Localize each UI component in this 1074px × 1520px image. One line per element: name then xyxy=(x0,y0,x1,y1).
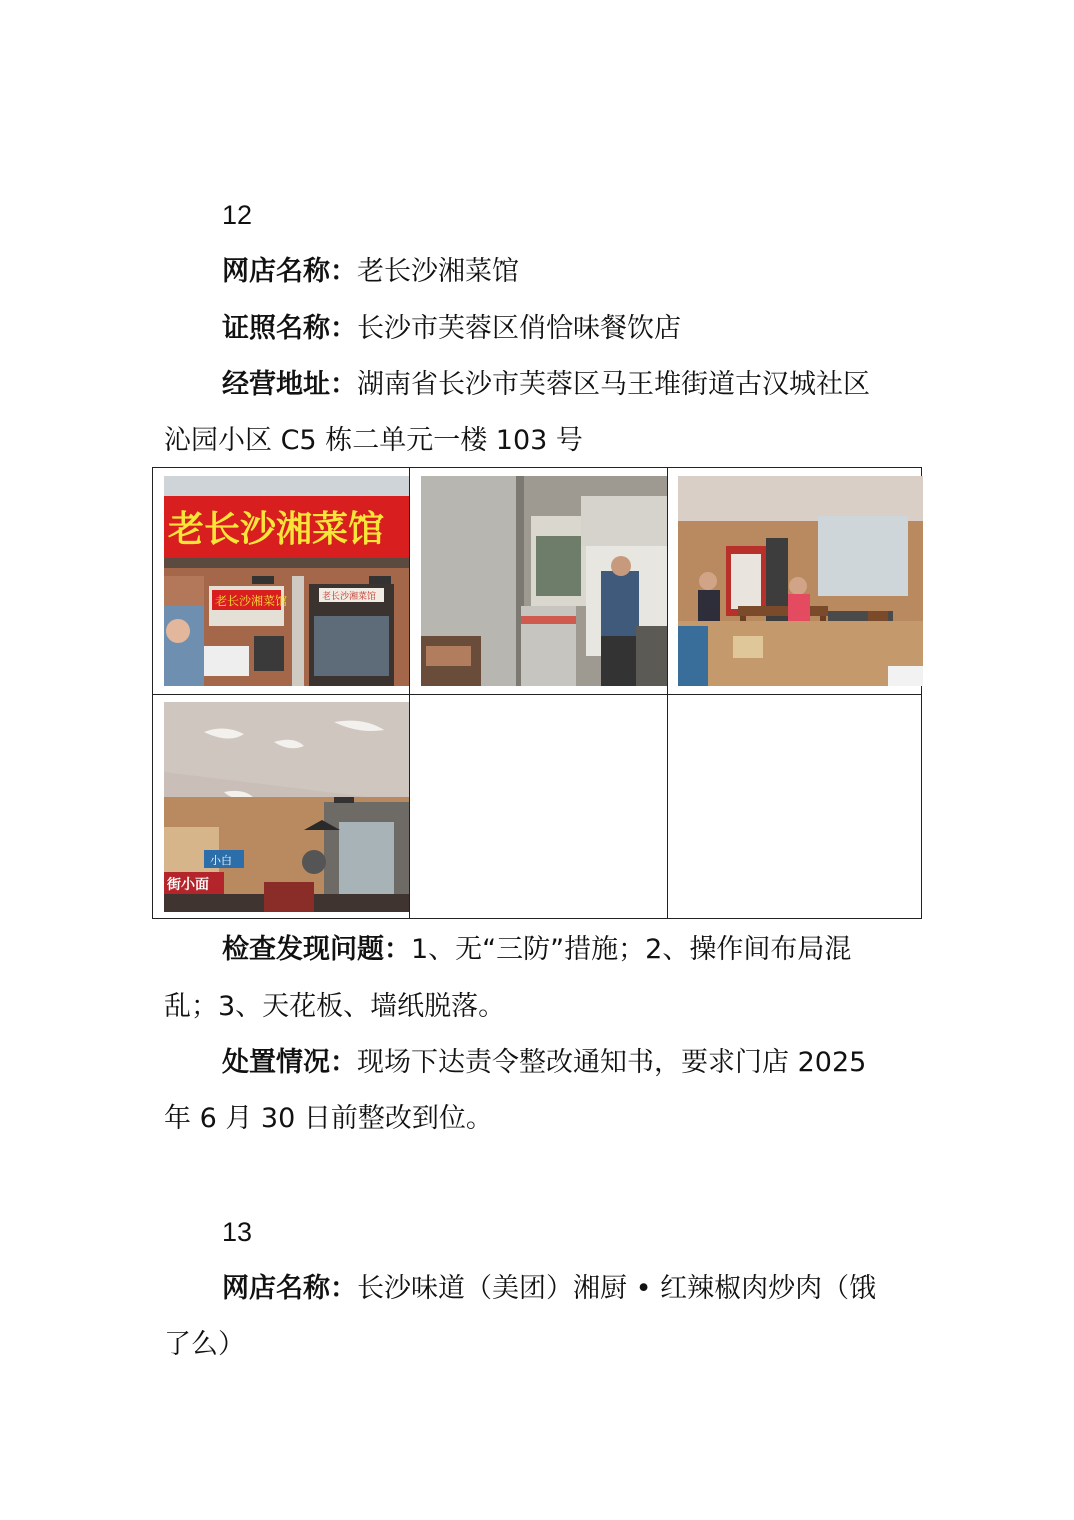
address-row xyxy=(222,365,914,405)
issues-line1: 1、无“三防”措施；2、操作间布局混 xyxy=(411,934,852,965)
shelf-sign-text: 小白 xyxy=(210,854,232,867)
disposal-label: 处置情况： xyxy=(222,1047,357,1078)
photo-dining-room xyxy=(678,476,923,686)
table-divider xyxy=(153,694,921,695)
photo-storefront xyxy=(164,476,409,686)
door-sign-text: 老长沙湘菜馆 xyxy=(322,592,377,602)
issues-line2: 乱；3、天花板、墙纸脱落。 xyxy=(164,991,506,1022)
store-name-line1: 长沙味道（美团）湘厨 • 红辣椒肉炒肉（饿 xyxy=(357,1273,877,1304)
license-name-value: 长沙市芙蓉区俏恰味餐饮店 xyxy=(357,313,681,344)
small-sign-text: 老长沙湘菜馆 xyxy=(215,594,288,608)
photo-table xyxy=(152,467,922,919)
store-name-label: 网店名称： xyxy=(222,1273,357,1304)
signboard-text: 老长沙湘菜馆 xyxy=(168,509,385,550)
address-line1: 湖南省长沙市芙蓉区马王堆街道古汉城社区 xyxy=(357,369,870,400)
issues-label: 检查发现问题： xyxy=(222,934,411,965)
table-divider xyxy=(409,468,410,918)
entry-number: 12 xyxy=(222,200,253,230)
entry-number: 13 xyxy=(222,1217,253,1247)
street-sign-text: 街小面 xyxy=(167,877,209,893)
table-divider xyxy=(667,468,668,918)
disposal-line2: 年 6 月 30 日前整改到位。 xyxy=(164,1103,493,1134)
disposal-line1: 现场下达责令整改通知书，要求门店 2025 xyxy=(357,1047,867,1078)
license-name-row xyxy=(222,309,914,349)
photo-kitchen xyxy=(421,476,667,686)
store-name-value: 老长沙湘菜馆 xyxy=(357,256,519,287)
photo-ceiling xyxy=(164,702,409,912)
store-name-label: 网店名称： xyxy=(222,256,357,287)
address-label: 经营地址： xyxy=(222,369,357,400)
address-line2: 沁园小区 C5 栋二单元一楼 103 号 xyxy=(164,425,583,456)
disposal-row xyxy=(222,1043,914,1083)
store-name-line2: 了么） xyxy=(164,1329,245,1360)
store-name-row xyxy=(222,1269,914,1309)
issues-row xyxy=(222,930,914,970)
license-name-label: 证照名称： xyxy=(222,313,357,344)
store-name-row xyxy=(222,252,914,292)
